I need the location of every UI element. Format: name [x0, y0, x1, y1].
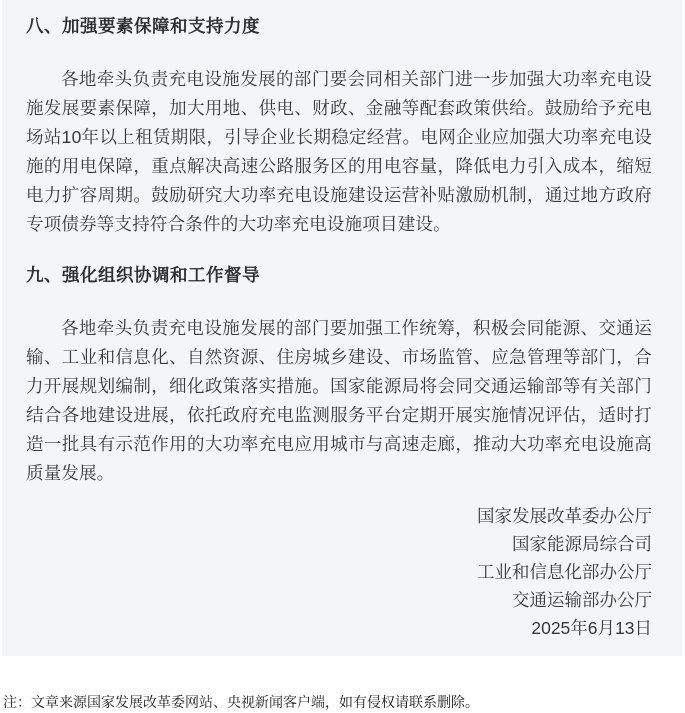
article-panel: [2, 0, 682, 656]
section-heading-9: 九、强化组织协调和工作督导: [26, 265, 260, 285]
section-heading-8: 八、加强要素保障和支持力度: [26, 16, 260, 36]
source-footnote: 注：文章来源国家发展改革委网站、央视新闻客户端，如有侵权请联系删除。: [3, 694, 479, 710]
signature-date: 2025年6月13日: [531, 618, 652, 638]
section-8-paragraph: 各地牵头负责充电设施发展的部门要会同相关部门进一步加强大功率充电设施发展要素保障，加大用地、供电、财政、金融等配套政策供给。鼓励给予充电场站10年以上租赁期限，引导企业长期稳定经营。电网企业应加强大功率充电设施的用电保障，重点解决高速公路服务区的用电容量，降低电力引入成本，缩短电力扩容周期。鼓励研究大功率充电设施建设运营补贴激励机制，通过地方政府专项债券等支持符合条件的大功率充电设施项目建设。: [26, 69, 652, 234]
signature-line-nea: 国家能源局综合司: [512, 534, 652, 554]
signature-line-ndrc: 国家发展改革委办公厅: [477, 506, 652, 526]
signature-line-miit: 工业和信息化部办公厅: [477, 562, 652, 582]
signature-line-mot: 交通运输部办公厅: [512, 590, 652, 610]
section-9-paragraph: 各地牵头负责充电设施发展的部门要加强工作统筹，积极会同能源、交通运输、工业和信息化、自然资源、住房城乡建设、市场监管、应急管理等部门，合力开展规划编制，细化政策落实措施。国家能源局将会同交通运输部等有关部门结合各地建设进展，依托政府充电监测服务平台定期开展实施情况评估，适时打造一批具有示范作用的大功率充电应用城市与高速走廊，推动大功率充电设施高质量发展。: [26, 318, 652, 483]
signature-block: [26, 502, 652, 642]
